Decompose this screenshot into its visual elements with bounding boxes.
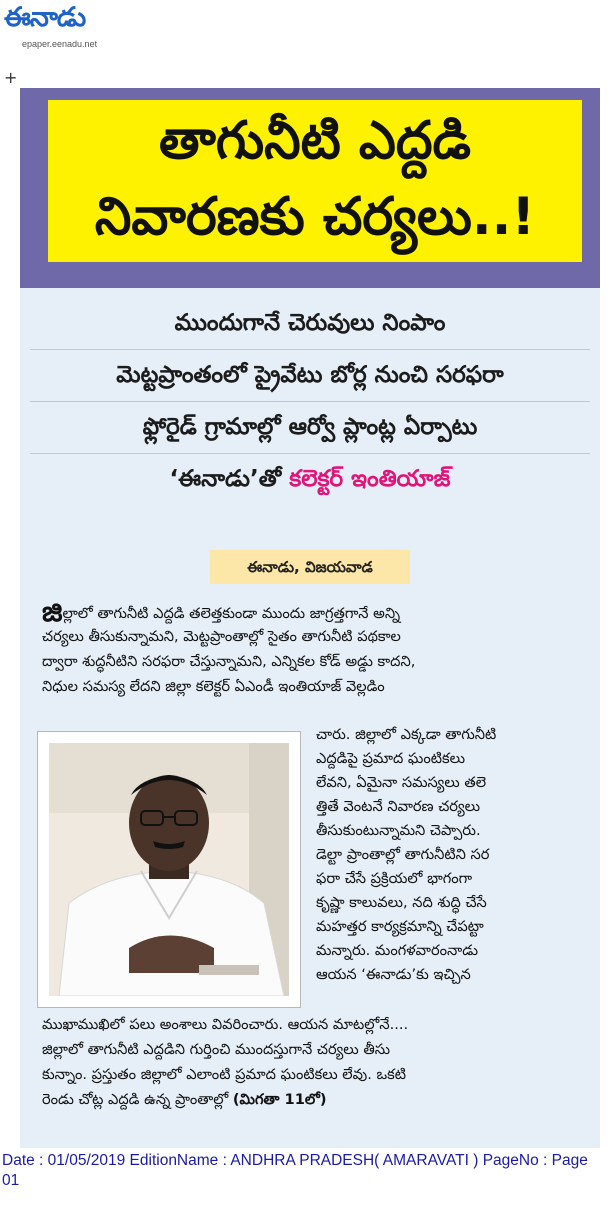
column-line: త్తితే వెంటనే నివారణ చర్యలు — [316, 798, 481, 815]
headline-banner — [20, 88, 600, 288]
body-line-text: ల్లాలో తాగునీటి ఎద్దడి తలెత్తకుండా ముందు జాగ్రత్తగానే అన్ని — [62, 605, 401, 622]
continued-note[interactable]: (మిగతా 11లో) — [232, 1091, 327, 1108]
column-line: చారు. జిల్లాలో ఎక్కడా తాగునీటి — [316, 726, 497, 743]
headline-line-1: తాగునీటి ఎద్దడి — [158, 111, 472, 171]
subhead-3: ఫ్లోరైడ్ గ్రామాల్లో ఆర్వో ప్లాంట్ల ఏర్పాటు — [30, 402, 590, 454]
headline-box — [48, 100, 582, 262]
byline — [30, 454, 590, 505]
column-line: ఆయన ‘ఈనాడు’కు ఇచ్చిన — [316, 966, 471, 983]
body-last-text: రెండు చోట్ల ఎద్దడి ఉన్న ప్రాంతాల్లో — [42, 1091, 229, 1108]
column-line: మన్నారు. మంగళవారంనాడు — [316, 942, 479, 959]
dateline: ఈనాడు, విజయవాడ — [210, 550, 410, 584]
byline-quote: ‘ఈనాడు’తో — [169, 466, 282, 492]
collector-photo — [49, 743, 289, 996]
body-line: కున్నాం. ప్రస్తుతం జిల్లాలో ఎలాంటి ప్రమాద ఘంటికలు లేవు. ఒకటి — [42, 1066, 407, 1083]
collector-photo-frame — [37, 731, 301, 1008]
column-line: లేవని, ఏమైనా సమస్యలు తలె — [316, 774, 487, 791]
subhead-2: మెట్టప్రాంతంలో ప్రైవేటు బోర్ల నుంచి సరఫరా — [30, 350, 590, 402]
edition-footer: Date : 01/05/2019 EditionName : ANDHRA PRADESH( AMARAVATI ) PageNo : Page 01 — [2, 1152, 588, 1189]
collector-photo-illustration — [49, 743, 289, 996]
column-line: డెల్టా ప్రాంతాల్లో తాగునీటిని సర — [316, 846, 490, 863]
body-line: ముఖాముఖిలో పలు అంశాలు వివరించారు. ఆయన మాటల్లోనే.... — [42, 1016, 409, 1033]
byline-collector: కలెక్టర్ ఇంతియాజ్ — [289, 466, 451, 492]
crosshair-icon: + — [4, 68, 18, 87]
body-line — [42, 595, 401, 628]
headline-line-2: నివారణకు చర్యలు..! — [94, 187, 536, 247]
body-line: జిల్లాలో తాగునీటి ఎద్దడిని గుర్తించి ముందస్తుగానే చర్యలు తీసు — [42, 1041, 391, 1058]
column-line: తీసుకుంటున్నామని చెప్పారు. — [316, 822, 481, 839]
eenadu-logo: ఈనాడు — [4, 2, 86, 33]
body-line: నిధుల సమస్య లేదని జిల్లా కలెక్టర్ ఏఎండీ ఇంతియాజ్ వెల్లడిం — [42, 678, 385, 695]
column-line: కృష్ణా కాలువలు, నది శుద్ధి చేసే — [316, 894, 487, 911]
column-line: ఫరా చేసే ప్రక్రియలో భాగంగా — [316, 870, 473, 887]
site-url[interactable]: epaper.eenadu.net — [22, 39, 98, 49]
body-line-last — [42, 1088, 327, 1112]
subhead-1: ముందుగానే చెరువులు నింపాం — [30, 298, 590, 350]
subheads — [30, 298, 590, 505]
column-line: ఎద్దడిపై ప్రమాద ఘంటికలు — [316, 750, 466, 767]
body-line: చర్యలు తీసుకున్నామని, మెట్టప్రాంతాల్లో సైతం తాగునీటి పథకాల — [42, 628, 401, 645]
masthead — [0, 0, 200, 60]
column-line: మహత్తర కార్యక్రమాన్ని చేపట్టా — [316, 918, 484, 935]
article-clipping — [20, 88, 600, 1148]
drop-cap: జి — [42, 595, 63, 628]
body-line: ద్వారా శుద్ధనీటిని సరఫరా చేస్తున్నామని, ఎన్నికల కోడ్ అడ్డు కాదని, — [42, 653, 416, 670]
